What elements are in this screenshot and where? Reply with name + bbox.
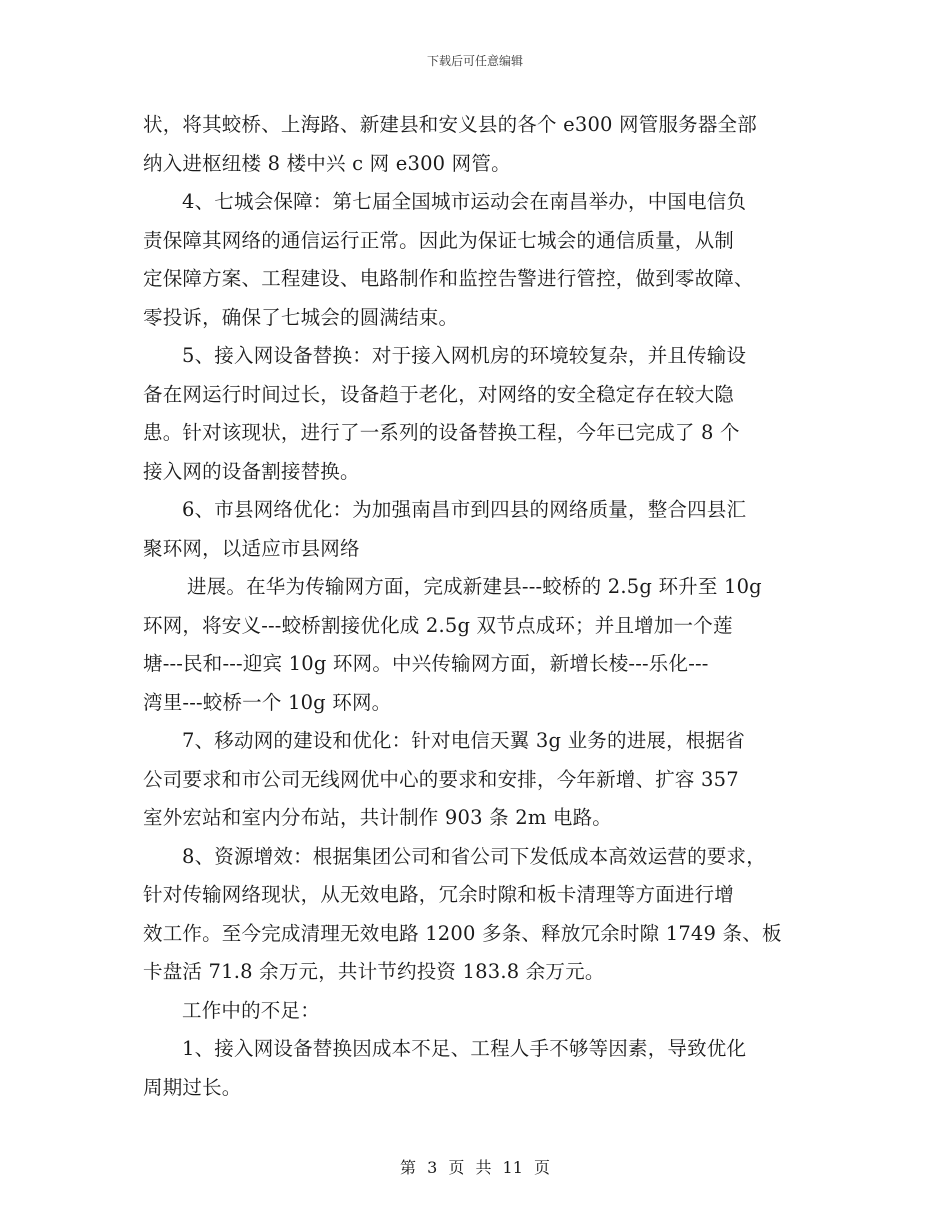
text-line: 接入网的设备割接替换。	[143, 459, 360, 483]
text-line: 塘---民和---迎宾 10g 环网。中兴传输网方面，新增长棱---乐化---	[143, 652, 709, 675]
text-line: 周期过长。	[143, 1075, 242, 1099]
page-number-footer: 第 3 页 共 11 页	[400, 1158, 550, 1177]
text-line: 纳入进枢纽楼 8 楼中兴 c 网 e300 网管。	[143, 151, 511, 175]
paragraph-start-line: 7、移动网的建设和优化：针对电信天翼 3g 业务的进展，根据省	[182, 729, 745, 752]
paragraph-start-line: 8、资源增效：根据集团公司和省公司下发低成本高效运营的要求，	[182, 844, 766, 868]
paragraph-start-line: 进展。在华为传输网方面，完成新建县---蛟桥的 2.5g 环升至 10g	[187, 575, 762, 598]
text-line: 状，将其蛟桥、上海路、新建县和安义县的各个 e300 网管服务器全部	[143, 113, 757, 136]
paragraph-start-line: 4、七城会保障：第七届全国城市运动会在南昌举办，中国电信负	[182, 190, 747, 213]
paragraph-start-line: 5、接入网设备替换：对于接入网机房的环境较复杂，并且传输设	[182, 344, 747, 367]
text-line: 卡盘活 71.8 余万元，共计节约投资 183.8 余万元。	[143, 960, 605, 983]
text-line: 湾里---蛟桥一个 10g 环网。	[143, 690, 392, 714]
text-line: 零投诉，确保了七城会的圆满结束。	[143, 305, 459, 329]
text-line: 定保障方案、工程建设、电路制作和监控告警进行管控，做到零故障、	[143, 267, 754, 290]
text-line: 公司要求和市公司无线网优中心的要求和安排，今年新增、扩容 357	[143, 767, 739, 791]
text-line: 环网，将安义---蛟桥割接优化成 2.5g 双节点成环；并且增加一个莲	[143, 613, 733, 637]
text-line: 针对传输网络现状，从无效电路，冗余时隙和板卡清理等方面进行增	[143, 883, 735, 906]
text-line: 效工作。至今完成清理无效电路 1200 多条、释放冗余时隙 1749 条、板	[143, 921, 782, 945]
section-heading: 工作中的不足：	[182, 998, 320, 1022]
page-header: 下载后可任意编辑	[426, 54, 523, 68]
document-body	[143, 106, 823, 1107]
text-line: 聚环网，以适应市县网络	[143, 536, 360, 560]
text-line: 责保障其网络的通信运行正常。因此为保证七城会的通信质量，从制	[143, 228, 735, 252]
paragraph-start-line: 6、市县网络优化：为加强南昌市到四县的网络质量，整合四县汇	[182, 498, 747, 521]
text-line: 室外宏站和室内分布站，共计制作 903 条 2m 电路。	[143, 806, 613, 829]
text-line: 患。针对该现状，进行了一系列的设备替换工程，今年已完成了 8 个	[143, 421, 740, 444]
text-line: 备在网运行时间过长，设备趋于老化，对网络的安全稳定存在较大隐	[143, 382, 735, 406]
paragraph-start-line: 1、接入网设备替换因成本不足、工程人手不够等因素，导致优化	[182, 1037, 747, 1060]
